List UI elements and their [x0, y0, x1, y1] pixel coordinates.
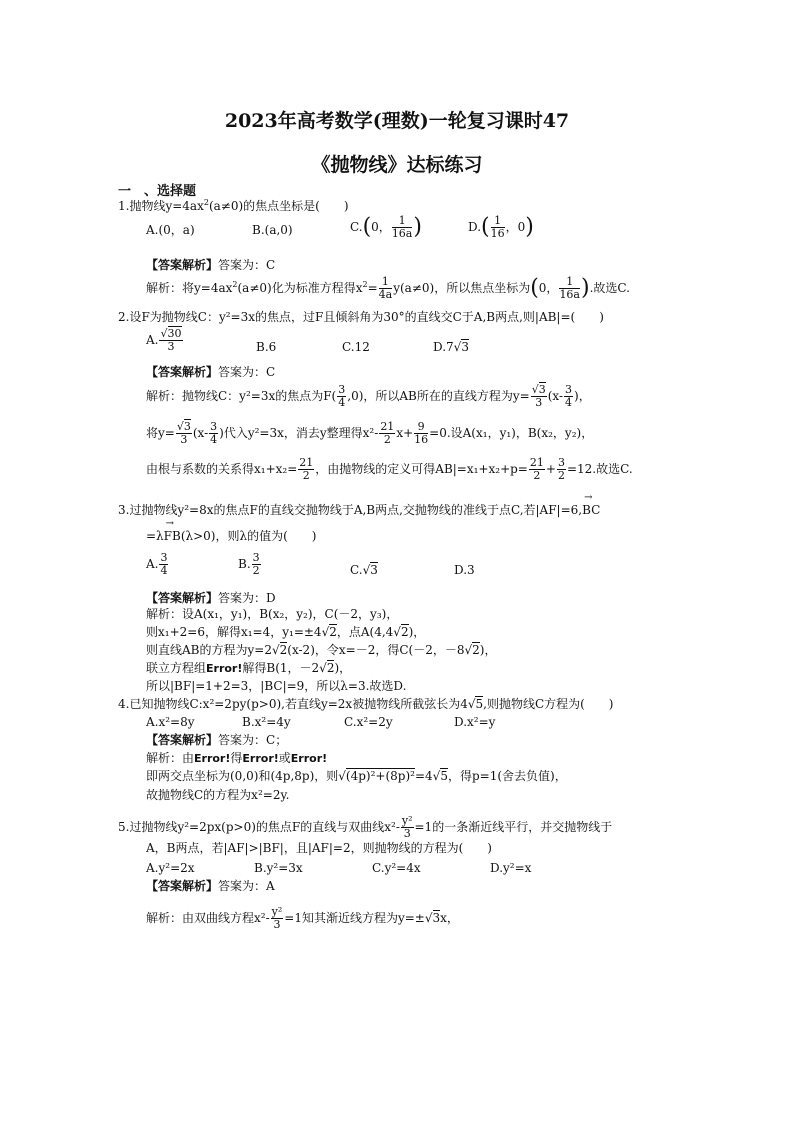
q3-explanation-3: 则直线AB的方程为y=2√2(x-2)，令x=－2，得C(－2，－8√2)， — [146, 643, 497, 657]
q2-stem: 2.设F为抛物线C：y²=3x的焦点，过F且倾斜角为30°的直线交C于A,B两点,则|AB|=( ) — [118, 310, 604, 324]
q4-explanation-3: 故抛物线C的方程为x²=2y. — [146, 788, 290, 802]
q5-stem-2: A，B两点，若|AF|>|BF|，且|AF|=2，则抛物线的方程为( ) — [146, 841, 492, 855]
q3-explanation-4: 联立方程组Error!解得B(1，－2√2)， — [146, 661, 352, 675]
q2-explanation-1: 解析：抛物线C：y²=3x的焦点为F( $\frac{3}{4}$ ,0)，所以AB所在的直线方程为y= $\frac{√3}{3}$ (x- $\frac{3}{4}$ )， — [146, 383, 591, 409]
q1-options — [146, 214, 534, 240]
q2-explanation-3: 由根与系数的关系得x₁+x₂= $\frac{21}{2}$ ，由抛物线的定义可得AB|=x₁+x₂+p= $\frac{21}{2}$ + $\frac{3}{2}$ =12.故选C. — [146, 456, 633, 482]
q5-options — [146, 861, 532, 875]
q3-stem-2: =λ→ FB(λ>0)，则λ的值为( ) — [146, 530, 316, 542]
q5-option-b: B.y²=3x — [254, 861, 303, 875]
q5-explanation-1: 解析：由双曲线方程x²- $\frac{\text{y²}}{3}$ =1知其渐近线方程为y=±√3x， — [146, 905, 459, 931]
q4-option-a: A.x²=8y — [146, 715, 195, 729]
q4-answer: 【答案解析】答案为：C； — [146, 733, 288, 747]
q3-option-d: D.3 — [454, 563, 475, 577]
q4-options — [146, 715, 496, 729]
q4-stem: 4.已知抛物线C:x²=2py(p>0),若直线y=2x被抛物线所截弦长为4√5,则抛物线C方程为( ) — [118, 697, 614, 711]
page-title: 2023年高考数学(理数)一轮复习课时47 — [224, 110, 570, 132]
q2-option-d: D.7√3 — [433, 340, 469, 354]
q3-explanation-2: 则x₁+2=6，解得x₁=4，y₁=±4√2，点A(4,4√2)， — [146, 625, 426, 639]
q5-answer: 【答案解析】答案为：A — [146, 879, 275, 893]
q4-explanation-2: 即两交点坐标为(0,0)和(4p,8p)，则√(4p)²+(8p)²=4√5，得p=1(舍去负值)， — [146, 769, 567, 783]
page-subtitle: 《抛物线》达标练习 — [311, 154, 483, 176]
q3-explanation-1: 解析：设A(x₁，y₁)，B(x₂，y₂)，C(－2，y₃)， — [146, 607, 399, 621]
q5-stem-1: 5.过抛物线y²=2px(p>0)的焦点F的直线与双曲线x²- $\frac{\text{y²}}{3}$ =1的一条渐近线平行，并交抛物线于 — [118, 814, 613, 840]
q1-explanation: 解析：将$y=4ax^2(a\ne 0)$化为标准方程得$x^2=$ $\frac{1}{4a}$ y(a≠0)，所以焦点坐标为(0， $\frac{1}{16a}$ ).故选C. — [146, 275, 630, 301]
q5-option-a: A.y²=2x — [146, 861, 195, 875]
q5-option-d: D.y²=x — [490, 861, 532, 875]
q3-option-a: A. $\frac{3}{4}$ — [146, 551, 168, 577]
q1-answer: 【答案解析】答案为：C — [146, 258, 276, 272]
q3-stem-1: 3.过抛物线y²=8x的焦点F的直线交抛物线于A,B两点,交抛物线的准线于点C,若|AF|=6,→ BC — [118, 504, 600, 516]
q3-answer: 【答案解析】答案为：D — [146, 591, 276, 605]
q3-option-b: B. $\frac{3}{2}$ — [238, 551, 260, 577]
q4-option-c: C.x²=2y — [344, 715, 393, 729]
q2-explanation-2: 将y= $\frac{√3}{3}$ (x- $\frac{3}{4}$ )代入y²=3x，消去y整理得x²- $\frac{21}{2}$ x+ $\frac{9}{16}$ =0.设A(x₁，y₁)，B(x₂，y₂)， — [146, 420, 594, 446]
q2-answer: 【答案解析】答案为：C — [146, 365, 276, 379]
q4-option-d: D.x²=y — [454, 715, 496, 729]
q3-options — [146, 551, 475, 577]
q1-option-c: C.(0， $\frac{1}{16a}$ ) — [350, 214, 422, 240]
q3-explanation-5: 所以|BF|=1+2=3，|BC|=9，所以λ=3.故选D. — [146, 679, 407, 693]
q1-option-b: B.(a,0) — [252, 223, 293, 237]
q1-option-d: D.( $\frac{1}{16}$ ，0) — [468, 214, 534, 240]
q2-option-b: B.6 — [256, 340, 277, 354]
q4-option-b: B.x²=4y — [242, 715, 291, 729]
q3-option-c: C.√3 — [350, 563, 378, 577]
q2-option-a: A. $\frac{√30}{3}$ — [146, 327, 182, 353]
section-heading: 一 、选择题 — [118, 184, 197, 199]
q4-explanation-1: 解析：由Error!得Error!或Error! — [146, 751, 328, 765]
q5-option-c: C.y²=4x — [372, 861, 421, 875]
q2-options — [146, 327, 469, 354]
q1-stem: 1.抛物线$y=4ax^2(a\ne 0)$的焦点坐标是( ) — [118, 198, 349, 213]
q2-option-c: C.12 — [342, 340, 370, 354]
q1-option-a: A.(0，a) — [146, 223, 195, 237]
